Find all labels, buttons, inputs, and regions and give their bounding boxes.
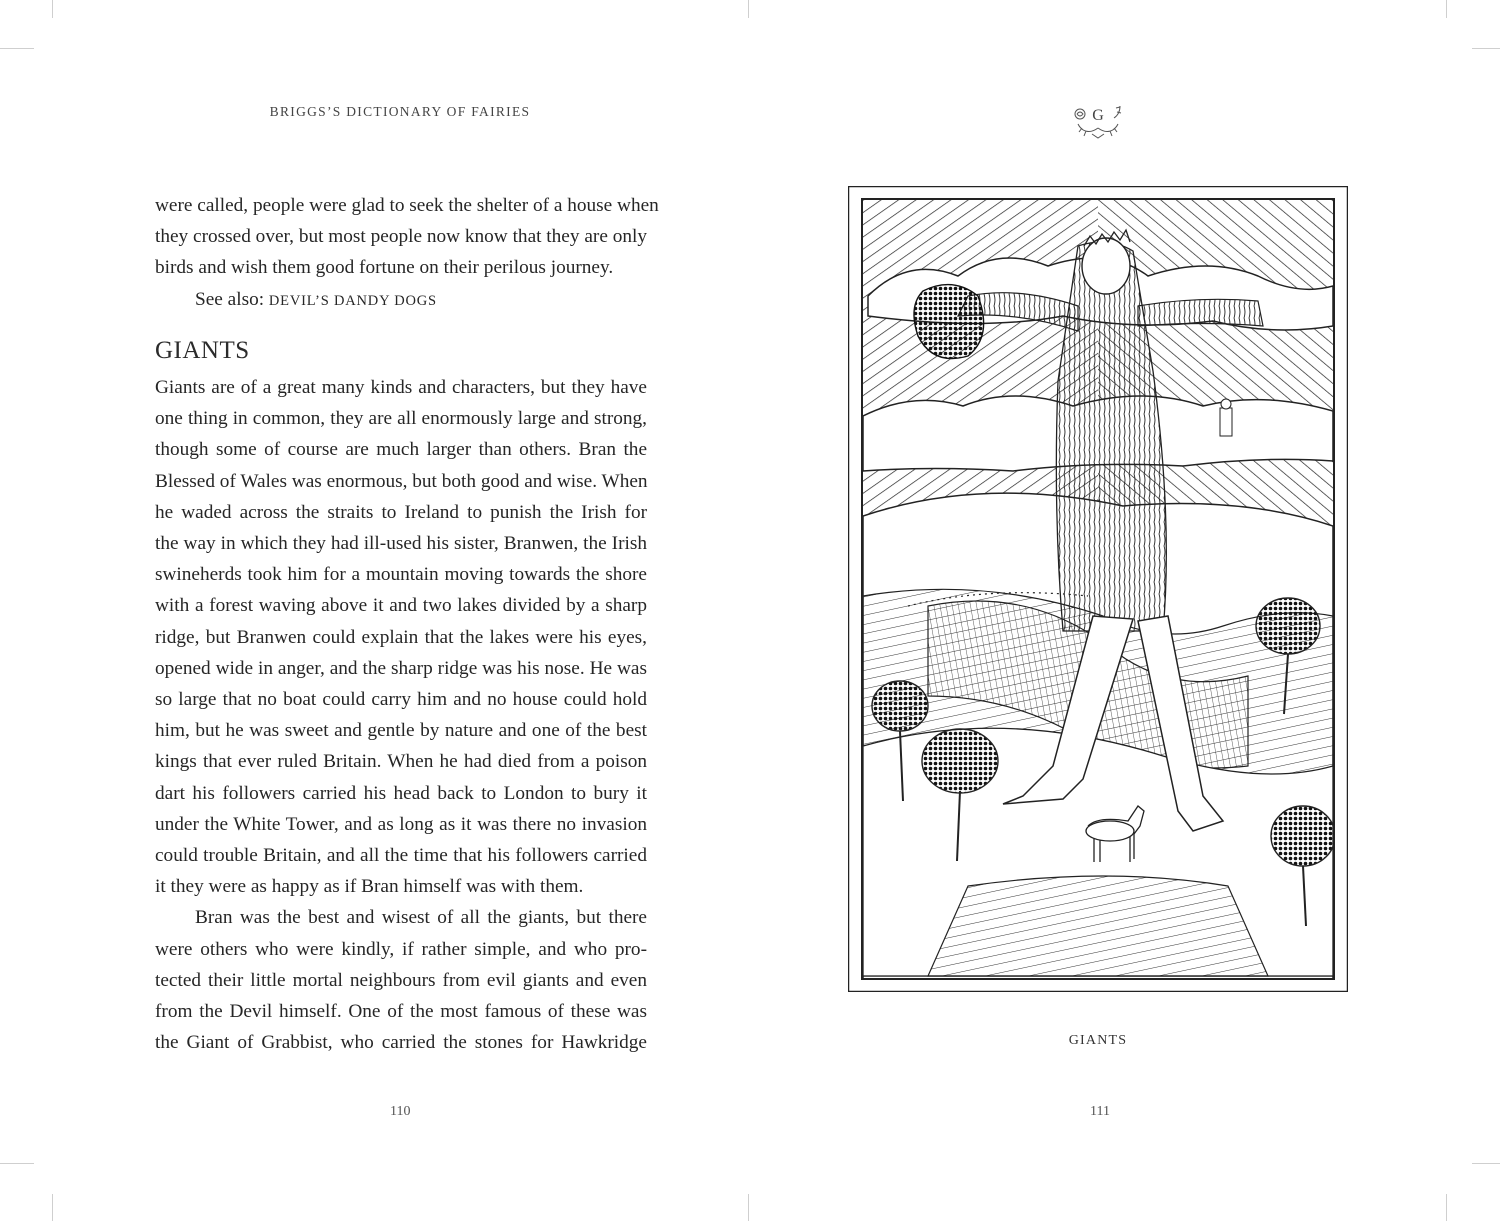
text-line: the Giant of Grabbist, who carried the stones for Hawkridge <box>155 1032 647 1054</box>
page-number-right: 111 <box>1090 1104 1110 1119</box>
text-line: he waded across the straits to Ireland to punish the Irish for <box>155 501 647 523</box>
crop-mark <box>1472 1163 1500 1164</box>
text-line: were others who were kindly, if rather simple, and who pro- <box>155 938 647 960</box>
entry-paragraph <box>155 372 647 902</box>
crop-mark <box>1472 48 1500 49</box>
see-also-label: See also: <box>195 288 265 310</box>
text-line: dart his followers carried his head back to London to bury it <box>155 782 647 804</box>
text-line: Bran was the best and wisest of all the giants, but there <box>195 907 647 929</box>
text-line: him, but he was sweet and gentle by nature and one of the best <box>155 720 647 742</box>
text-line: Giants are of a great many kinds and characters, but they have <box>155 377 647 399</box>
crop-mark <box>748 1194 749 1221</box>
text-line: so large that no boat could carry him and no house could hold <box>155 689 647 711</box>
crop-mark <box>1446 1194 1447 1221</box>
crop-mark <box>52 1194 53 1221</box>
see-also-line <box>155 284 647 317</box>
crop-mark <box>0 48 34 49</box>
illustration-caption: GIANTS <box>1068 1033 1128 1048</box>
text-line: birds and wish them good fortune on their perilous journey. <box>155 257 614 279</box>
text-line: the way in which they had ill-used his sister, Branwen, the Irish <box>155 533 647 555</box>
crop-mark <box>1446 0 1447 18</box>
section-ornament-icon <box>1072 98 1124 147</box>
text-line: with a forest waving above it and two lakes divided by a sharp <box>155 595 647 617</box>
text-line: they crossed over, but most people now know that they are only <box>155 226 647 248</box>
entry-paragraph <box>155 902 647 1058</box>
text-line: it they were as happy as if Bran himself was with them. <box>155 876 584 898</box>
text-line: though some of course are much larger than others. Bran the <box>155 439 647 461</box>
text-line: could trouble Britain, and all the time that his followers carried <box>155 845 647 867</box>
text-line: ridge, but Branwen could explain that the lakes were his eyes, <box>155 626 647 648</box>
text-line: one thing in common, they are all enormously large and strong, <box>155 408 647 430</box>
text-line: swineherds took him for a mountain moving towards the shore <box>155 564 647 586</box>
text-line: tected their little mortal neighbours from evil giants and even <box>155 969 647 991</box>
running-head: BRIGGS’S DICTIONARY OF FAIRIES <box>269 104 531 119</box>
text-line: under the White Tower, and as long as it was there no invasion <box>155 813 647 835</box>
section-letter: G <box>1092 107 1104 124</box>
crop-mark <box>52 0 53 18</box>
text-line: Blessed of Wales was enormous, but both good and wise. When <box>155 470 648 492</box>
intro-paragraph <box>155 190 659 284</box>
text-line: opened wide in anger, and the sharp ridge was his nose. He was <box>155 657 647 679</box>
text-line: were called, people were glad to seek the shelter of a house when <box>155 195 659 216</box>
crop-mark <box>748 0 749 18</box>
see-also-link[interactable]: DEVIL’S DANDY DOGS <box>268 292 437 309</box>
entry-text-column <box>155 190 659 1058</box>
text-line: from the Devil himself. One of the most famous of these was <box>155 1001 647 1023</box>
page-number-left: 110 <box>390 1104 411 1119</box>
entry-heading: GIANTS <box>155 336 250 364</box>
text-line: kings that ever ruled Britain. When he had died from a poison <box>155 751 647 773</box>
crop-mark <box>0 1163 34 1164</box>
giant-illustration <box>848 186 1348 997</box>
